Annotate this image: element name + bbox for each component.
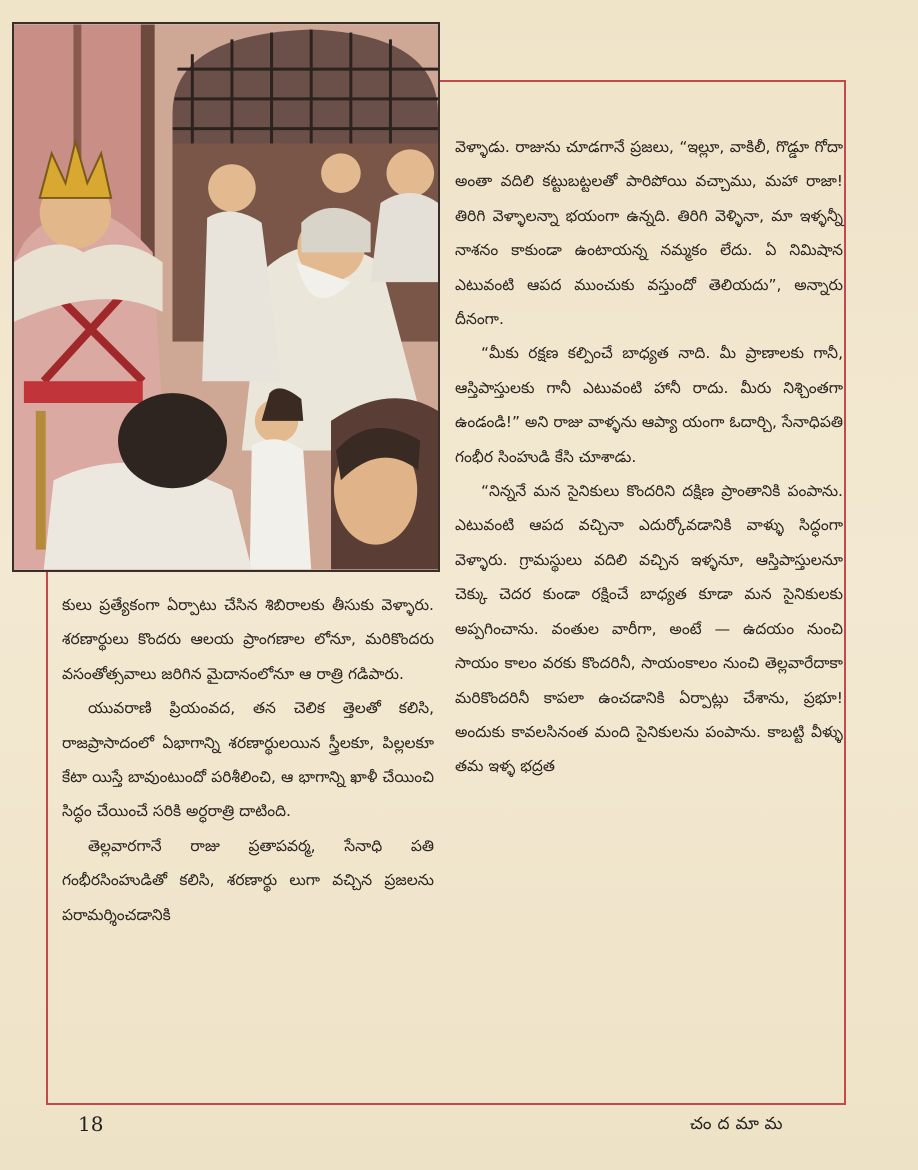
left-paragraph-3: తెల్లవారగానే రాజు ప్రతాపవర్మ, సేనాధి పతి గంభీరసింహుడితో కలిసి, శరణార్థు లుగా వచ్చిన ప్రజలను పరామర్శించడానికి [62, 836, 434, 924]
right-paragraph-3: “నిన్ననే మన సైనికులు కొందరిని దక్షిణ ప్రాంతానికి పంపాను. ఎటువంటి ఆపద వచ్చినా ఎదుర్కోవడానికి వాళ్ళు సిద్ధంగా వెళ్ళారు. గ్రామస్థులు వదిలి వచ్చిన ఇళ్ళనూ, ఆస్తిపాస్తులనూ చెక్కు చెదర కుండా రక్షించే బాధ్యత కూడా మన సైనికులకు అప్పగించాను. వంతుల వారీగా, అంటే — ఉదయం నుంచి సాయం కాలం వరకు కొందరినీ, సాయంకాలం నుంచి తెల్లవారేదాకా మరికొందరినీ కాపలా ఉంచడానికి ఏర్పాట్లు చేశాను, ప్రభూ! అందుకు కావలసినంత మంది సైనికులను పంపాను. కాబట్టి వీళ్ళు తమ ఇళ్ళ భద్రత [455, 482, 843, 776]
magazine-name: చందమామ [690, 1114, 789, 1134]
right-text-column [455, 130, 843, 784]
right-paragraph-2: “మీకు రక్షణ కల్పించే బాధ్యత నాది. మీ ప్రాణాలకు గానీ, ఆస్తిపాస్తులకు గానీ ఎటువంటి హానీ రాదు. మీరు నిశ్చింతగా ఉండండి!” అని రాజు వాళ్ళను ఆప్యా యంగా ఓదార్చి, సేనాధిపతి గంభీర సింహుడి కేసి చూశాడు. [455, 344, 843, 466]
left-text-column [62, 588, 434, 932]
page-number: 18 [78, 1112, 104, 1136]
story-illustration [12, 22, 440, 572]
right-paragraph-1: వెళ్ళాడు. రాజును చూడగానే ప్రజలు, “ఇల్లూ, వాకిలీ, గొడ్డూ గోదా అంతా వదిలి కట్టుబట్టలతో పారిపోయి వచ్చాము, మహా రాజా! తిరిగి వెళ్ళాలన్నా భయంగా ఉన్నది. తిరిగి వెళ్ళినా, మా ఇళ్ళన్నీ నాశనం కాకుండా ఉంటాయన్న నమ్మకం లేదు. ఏ నిమిషాన ఎటువంటి ఆపద ముంచుకు వస్తుందో తెలియదు”, అన్నారు దీనంగా. [455, 138, 843, 329]
left-paragraph-1: కులు ప్రత్యేకంగా ఏర్పాటు చేసిన శిబిరాలకు తీసుకు వెళ్ళారు. శరణార్థులు కొందరు ఆలయ ప్రాంగణాల లోనూ, మరికొందరు వసంతోత్సవాలు జరిగిన మైదానంలోనూ ఆ రాత్రి గడిపారు. [62, 596, 434, 683]
left-paragraph-2: యువరాణి ప్రియంవద, తన చెలిక త్తెలతో కలిసి, రాజప్రాసాదంలో ఏభాగాన్ని శరణార్థులయిన స్త్రీలకూ, పిల్లలకూ కేటా యిస్తే బావుంటుందో పరిశీలించి, ఆ భాగాన్ని ఖాళీ చేయించి సిద్ధం చేయించే సరికి అర్ధరాత్రి దాటింది. [62, 699, 434, 821]
